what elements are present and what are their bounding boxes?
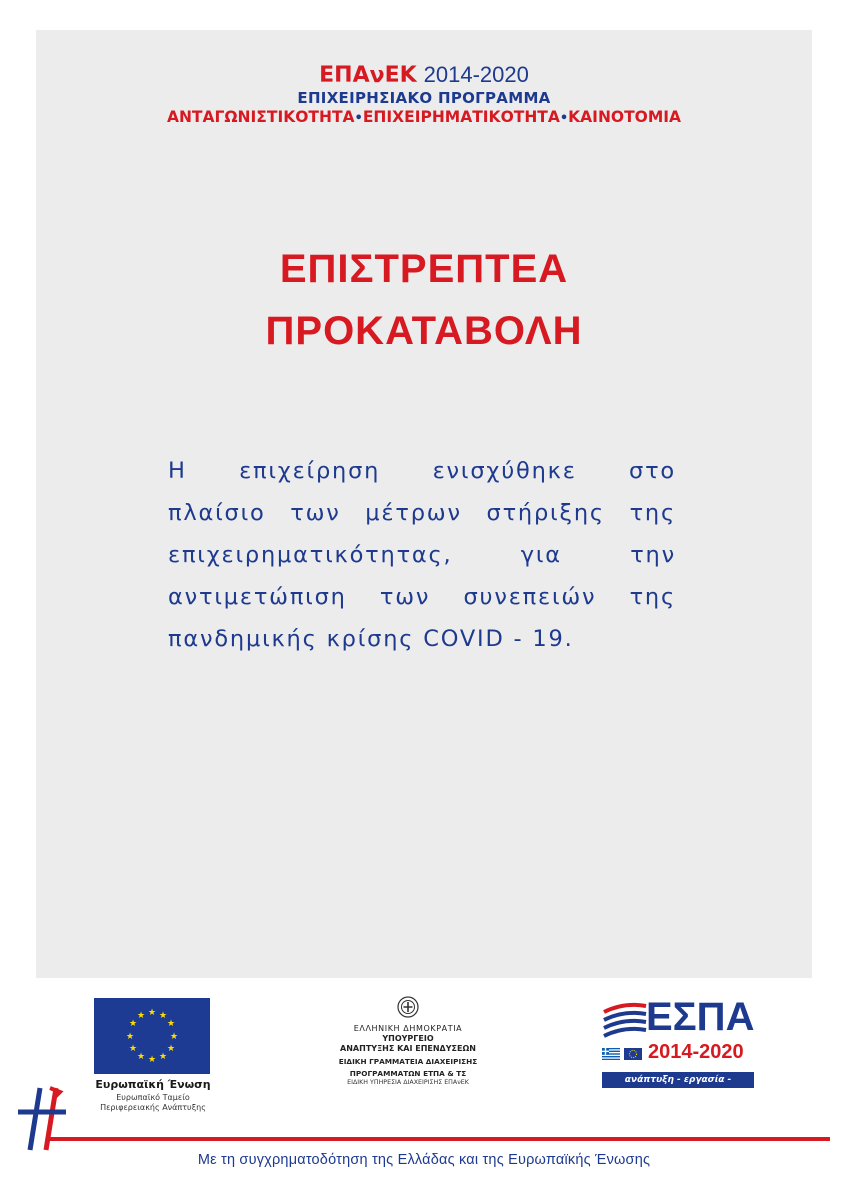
- eu-fund-line-2: Περιφερειακής Ανάπτυξης: [100, 1103, 206, 1112]
- eu-fund: [84, 1093, 222, 1113]
- title-line-2: ΠΡΟΚΑΤΑΒΟΛΗ: [265, 309, 583, 353]
- gov-service: ΕΙΔΙΚΗ ΥΠΗΡΕΣΙΑ ΔΙΑΧΕΙΡΙΣΗΣ ΕΠΑνΕΚ: [347, 1079, 469, 1086]
- eu-fund-line-1: Ευρωπαϊκό Ταμείο: [116, 1093, 190, 1102]
- espa-years: 2014-2020: [648, 1041, 744, 1063]
- svg-text:★: ★: [166, 1019, 176, 1029]
- pillar-innovation: ΚΑΙΝΟΤΟΜΙΑ: [568, 108, 682, 126]
- svg-text:★: ★: [125, 1032, 135, 1042]
- greek-flag-icon: [602, 1048, 620, 1060]
- svg-text:★: ★: [128, 1044, 138, 1054]
- body-line: πλαίσιο των μέτρων στήριξης της: [168, 500, 676, 526]
- title-line-1: ΕΠΙΣΤΡΕΠΤΕΑ: [279, 247, 569, 291]
- body-line: επιχειρηματικότητας, για την: [168, 542, 676, 568]
- divider-line: [48, 1137, 830, 1141]
- espa-slogan: ανάπτυξη - εργασία - αλληλεγγύη: [602, 1072, 754, 1088]
- espa-logo: [602, 995, 755, 1101]
- poster-panel: [36, 30, 812, 978]
- gov-republic: ΕΛΛΗΝΙΚΗ ΔΗΜΟΚΡΑΤΙΑ: [353, 1024, 463, 1033]
- gov-ministry-name: ΑΝΑΠΤΥΞΗΣ ΚΑΙ ΕΠΕΝΔΥΣΕΩΝ: [340, 1044, 476, 1053]
- svg-text:★: ★: [158, 1011, 168, 1021]
- programme-subtitle: ΕΠΙΧΕΙΡΗΣΙΑΚΟ ΠΡΟΓΡΑΜΜΑ: [297, 89, 551, 107]
- epanek-years: 2014-2020: [423, 62, 529, 87]
- greek-emblem-icon: [397, 996, 419, 1018]
- svg-text:★: ★: [147, 1008, 157, 1018]
- body-line: Η επιχείρηση ενισχύθηκε στο: [168, 458, 676, 484]
- svg-text:★: ★: [136, 1011, 146, 1021]
- gov-programmes: ΠΡΟΓΡΑΜΜΑΤΩΝ ΕΤΠΑ & ΤΣ: [349, 1069, 467, 1078]
- svg-text:★: ★: [128, 1019, 138, 1029]
- svg-text:★: ★: [166, 1044, 176, 1054]
- espa-word: ΕΣΠΑ: [646, 995, 755, 1039]
- espa-swoosh-icon: [602, 998, 650, 1042]
- page-title: [36, 238, 812, 362]
- pillar-separator: •: [559, 111, 569, 126]
- epanek-brand: ΕΠΑνΕΚ: [319, 63, 417, 88]
- epanek-header: [36, 62, 812, 129]
- pillar-separator: •: [354, 111, 363, 126]
- eu-small-flag-icon: [624, 1048, 642, 1060]
- body-line: αντιμετώπιση των συνεπειών της: [168, 584, 676, 610]
- eu-name: Ευρωπαϊκή Ένωση: [95, 1078, 211, 1091]
- cofinancing-note: Με τη συγχρηματοδότηση της Ελλάδας και της Ευρωπαϊκής Ένωσης: [197, 1152, 651, 1168]
- gov-secretariat: ΕΙΔΙΚΗ ΓΡΑΜΜΑΤΕΙΑ ΔΙΑΧΕΙΡΙΣΗΣ: [338, 1057, 478, 1066]
- hashtag-icon: [14, 1084, 70, 1154]
- gov-ministry: ΥΠΟΥΡΓΕΙΟ: [382, 1034, 434, 1043]
- eu-flag-icon: [94, 998, 210, 1074]
- svg-text:★: ★: [136, 1052, 146, 1062]
- programme-pillars: [36, 107, 812, 129]
- pillar-entrepreneurship: ΕΠΙΧΕΙΡΗΜΑΤΙΚΟΤΗΤΑ: [362, 108, 560, 126]
- epanek-logo: [36, 62, 812, 89]
- svg-text:★: ★: [147, 1055, 157, 1065]
- body-line: πανδημικής κρίσης COVID - 19.: [168, 626, 574, 652]
- body-paragraph: [168, 450, 676, 660]
- svg-text:★: ★: [169, 1032, 179, 1042]
- pillar-competitiveness: ΑΝΤΑΓΩΝΙΣΤΙΚΟΤΗΤΑ: [166, 108, 355, 126]
- svg-text:★: ★: [158, 1052, 168, 1062]
- ministry-block: [318, 996, 498, 1087]
